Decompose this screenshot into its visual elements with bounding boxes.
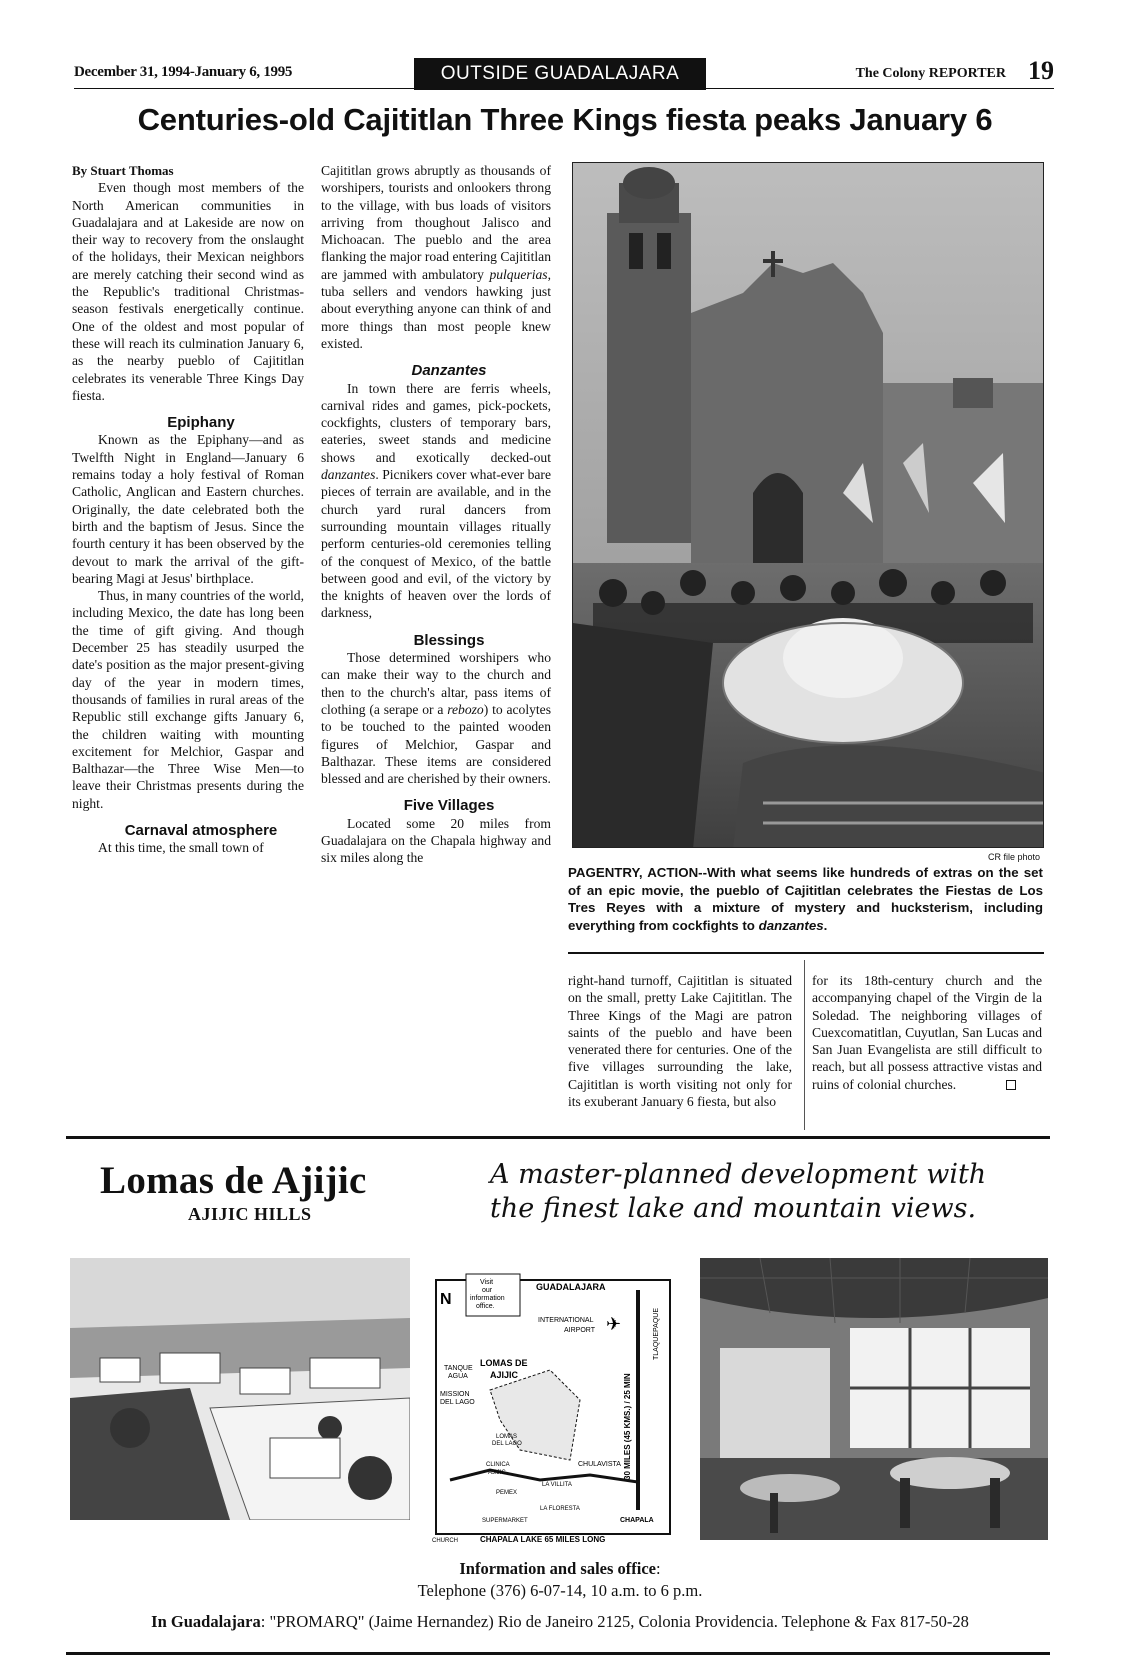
paragraph: Even though most members of the North American communities in Guadalajara and at Lakeside are now on their way to recovery from the onslaught of the holidays, their Mexican neighbors are merely catching their second wind as the Republic's traditional Christmas-season festivals energetically continue. One of the oldest and most popular of these will reach its culmination January 6, as the nearby pueblo of Cajititlan celebrates its venerable Three Kings Day fiesta. xyxy=(72,180,304,403)
column-divider xyxy=(804,960,805,1130)
paper-name: The Colony REPORTER xyxy=(855,66,1006,81)
map-label: AJIJIC xyxy=(490,1370,519,1380)
map-label: LA FLORESTA xyxy=(540,1506,580,1512)
article-column-4 xyxy=(812,972,1042,1093)
masthead-rule-right xyxy=(706,88,1054,89)
map-label: LA VILLITA xyxy=(542,1482,572,1488)
map-label: CHULAVISTA xyxy=(578,1461,621,1468)
fiesta-photo xyxy=(572,162,1044,848)
photo-credit: CR file photo xyxy=(987,852,1040,862)
paragraph: In town there are ferris wheels, carnival rides and games, pick-pockets, cockfights, clusters of temporary bars, eateries, sweet stands and medicine shows and exotically decked-out danzantes. Picnikers cover what-ever bare pieces of terrain are available, and in the church yard rural dancers from surrounding mountain villages ritually perform centuries-old ceremonies telling of the conquest of Mexico, of the battle between good and evil, of the victory by the knights of heaven over the lords of darkness, xyxy=(321,380,551,621)
subhead-five-villages: Five Villages xyxy=(403,797,495,815)
map-drawing xyxy=(430,1260,682,1548)
map-north: N xyxy=(440,1291,452,1308)
map-label: 30 MILES (45 KMS.) / 25 MIN xyxy=(623,1373,632,1480)
location-map xyxy=(430,1260,682,1548)
map-label: CLINICA xyxy=(486,1462,510,1468)
section-banner: OUTSIDE GUADALAJARA xyxy=(414,58,706,90)
article-column-2 xyxy=(321,162,551,867)
village-image xyxy=(70,1258,410,1520)
guadalajara-office: In Guadalajara: "PROMARQ" (Jaime Hernandez) Rio de Janeiro 2125, Colonia Providencia. Telephone & Fax 817-50-28 xyxy=(151,1612,969,1631)
map-label: CHAPALA xyxy=(620,1517,654,1524)
map-label: CHAPALA LAKE 65 MILES LONG xyxy=(480,1535,606,1544)
church-crowd-image xyxy=(573,163,1044,848)
paragraph: for its 18th-century church and the accompanying chapel of the Virgin de la Soledad. The neighboring villages of Cuexcomatitlan, Cuyutlan, San Lucas and San Juan Evangelista are still difficult to reach, but all possess attractive vistas and ruins of colonial churches. xyxy=(812,973,1042,1092)
caption-rule xyxy=(568,952,1044,954)
paragraph: right-hand turnoff, Cajititlan is situated on the small, pretty Lake Cajititlan. The Three Kings of the Magi are patron saints of the pueblo and have been venerated there for centuries. One of the five villages surrounding the lake, Cajititlan is worth visiting not only for its exuberant January 6 fiesta, but also xyxy=(568,973,792,1110)
map-label: Visit xyxy=(480,1279,494,1286)
article-column-3 xyxy=(568,972,792,1110)
map-label: DEL LAGO xyxy=(440,1399,475,1406)
ad-rule-bottom xyxy=(66,1652,1050,1655)
map-label: AJIJIC xyxy=(488,1470,506,1476)
paragraph: Known as the Epiphany—and as Twelfth Night in England—January 6 remains today a holy festival of Roman Catholic, Anglican and Eastern churches. Originally, the date celebrated both the birth and the baptism of Jesus. Since the fourth century it has been observed by the devout to mark the arrival of the gift-bearing Magi at Jesus' birthplace. xyxy=(72,432,304,586)
masthead-rule-left xyxy=(74,88,414,89)
map-label: LOMAS xyxy=(496,1434,518,1440)
ad-rule-top xyxy=(66,1136,1050,1139)
map-label: MISSION xyxy=(440,1391,470,1398)
paragraph: Thus, in many countries of the world, including Mexico, the date has long been the time of gift giving. And though December 25 has steadily usurped the date's position as the major present-giving day of the year in modern times, thousands of families in rural areas of the Republic still exchange gifts January 6, the children waiting with mounting excitement for Melchior, Gaspar and Balthazar—the Three Wise Men—to leave their Christmas presents during the night. xyxy=(72,588,304,811)
info-title: Information and sales office xyxy=(459,1559,657,1578)
map-label: office. xyxy=(476,1303,495,1310)
sales-info: Information and sales office: Telephone (376) 6-07-14, 10 a.m. to 6 p.m. xyxy=(70,1558,1050,1602)
ad-subname: AJIJIC HILLS xyxy=(188,1204,312,1224)
airplane-icon: ✈ xyxy=(606,1314,622,1334)
ajijic-village-photo xyxy=(70,1258,410,1520)
masthead xyxy=(74,58,1054,92)
map-label: information xyxy=(470,1295,505,1302)
subhead-danzantes: Danzantes xyxy=(411,362,487,380)
map-label: TLAQUEPAQUE xyxy=(653,1308,660,1360)
ad-tagline: A master-planned development with the finest lake and mountain views. xyxy=(490,1159,987,1224)
subhead-carnaval: Carnaval atmosphere xyxy=(124,821,278,839)
page-number: 19 xyxy=(1028,56,1054,85)
telephone: Telephone (376) 6-07-14, 10 a.m. to 6 p.m. xyxy=(417,1581,703,1600)
map-label: SUPERMARKET xyxy=(482,1518,528,1524)
paragraph: Cajititlan grows abruptly as thousands of worshipers, tourists and onlookers throng to the village, with bus loads of visitors arriving from thoughout Jalisco and Michoacan. The pueblo and the area flanking the major road entering Cajititlan are jammed with ambulatory pulquerias, tuba sellers and vendors hawking just about everything anyone can think of and more things than most people knew existed. xyxy=(321,163,551,351)
map-label: DEL LAGO xyxy=(492,1441,522,1447)
map-label: AIRPORT xyxy=(564,1327,595,1334)
map-label: LOMAS DE xyxy=(480,1358,528,1368)
map-label: CHURCH xyxy=(432,1538,458,1544)
ad-name: Lomas de Ajijic xyxy=(100,1159,367,1202)
subhead-epiphany: Epiphany xyxy=(167,414,235,432)
map-label: AGUA xyxy=(448,1373,468,1380)
interior-photo xyxy=(700,1258,1048,1540)
paragraph: Those determined worshipers who can make their way to the church and then to the church's altar, pass items of clothing (a serape or a rebozo) to acolytes to be touched to the painted wooden figures of Melchior, Gaspar and Balthazar. These items are considered blessed and are cherished by their owners. xyxy=(321,650,551,787)
photo-caption: PAGENTRY, ACTION--With what seems like hundreds of extras on the set of an epic movie, the pueblo of Cajititlan celebrates the Fiestas de Los Tres Reyes with a mixture of mystery and hucksterism, including everything from cockfights to danzantes. xyxy=(568,865,1043,933)
map-label: PEMEX xyxy=(496,1490,518,1496)
issue-date: December 31, 1994-January 6, 1995 xyxy=(74,64,293,80)
end-mark-icon xyxy=(1006,1080,1016,1090)
map-label: INTERNATIONAL xyxy=(538,1317,594,1324)
map-label: our xyxy=(482,1287,493,1294)
paragraph: Located some 20 miles from Guadalajara on the Chapala highway and six miles along the xyxy=(321,815,551,866)
byline: By Stuart Thomas xyxy=(72,163,174,178)
paragraph: At this time, the small town of xyxy=(98,840,264,856)
headline: Centuries-old Cajititlan Three Kings fiesta peaks January 6 xyxy=(137,102,993,137)
subhead-blessings: Blessings xyxy=(413,631,485,649)
map-label: TANQUE xyxy=(444,1365,473,1372)
article-column-1 xyxy=(72,162,304,857)
map-label: GUADALAJARA xyxy=(536,1282,606,1292)
interior-image xyxy=(700,1258,1048,1540)
